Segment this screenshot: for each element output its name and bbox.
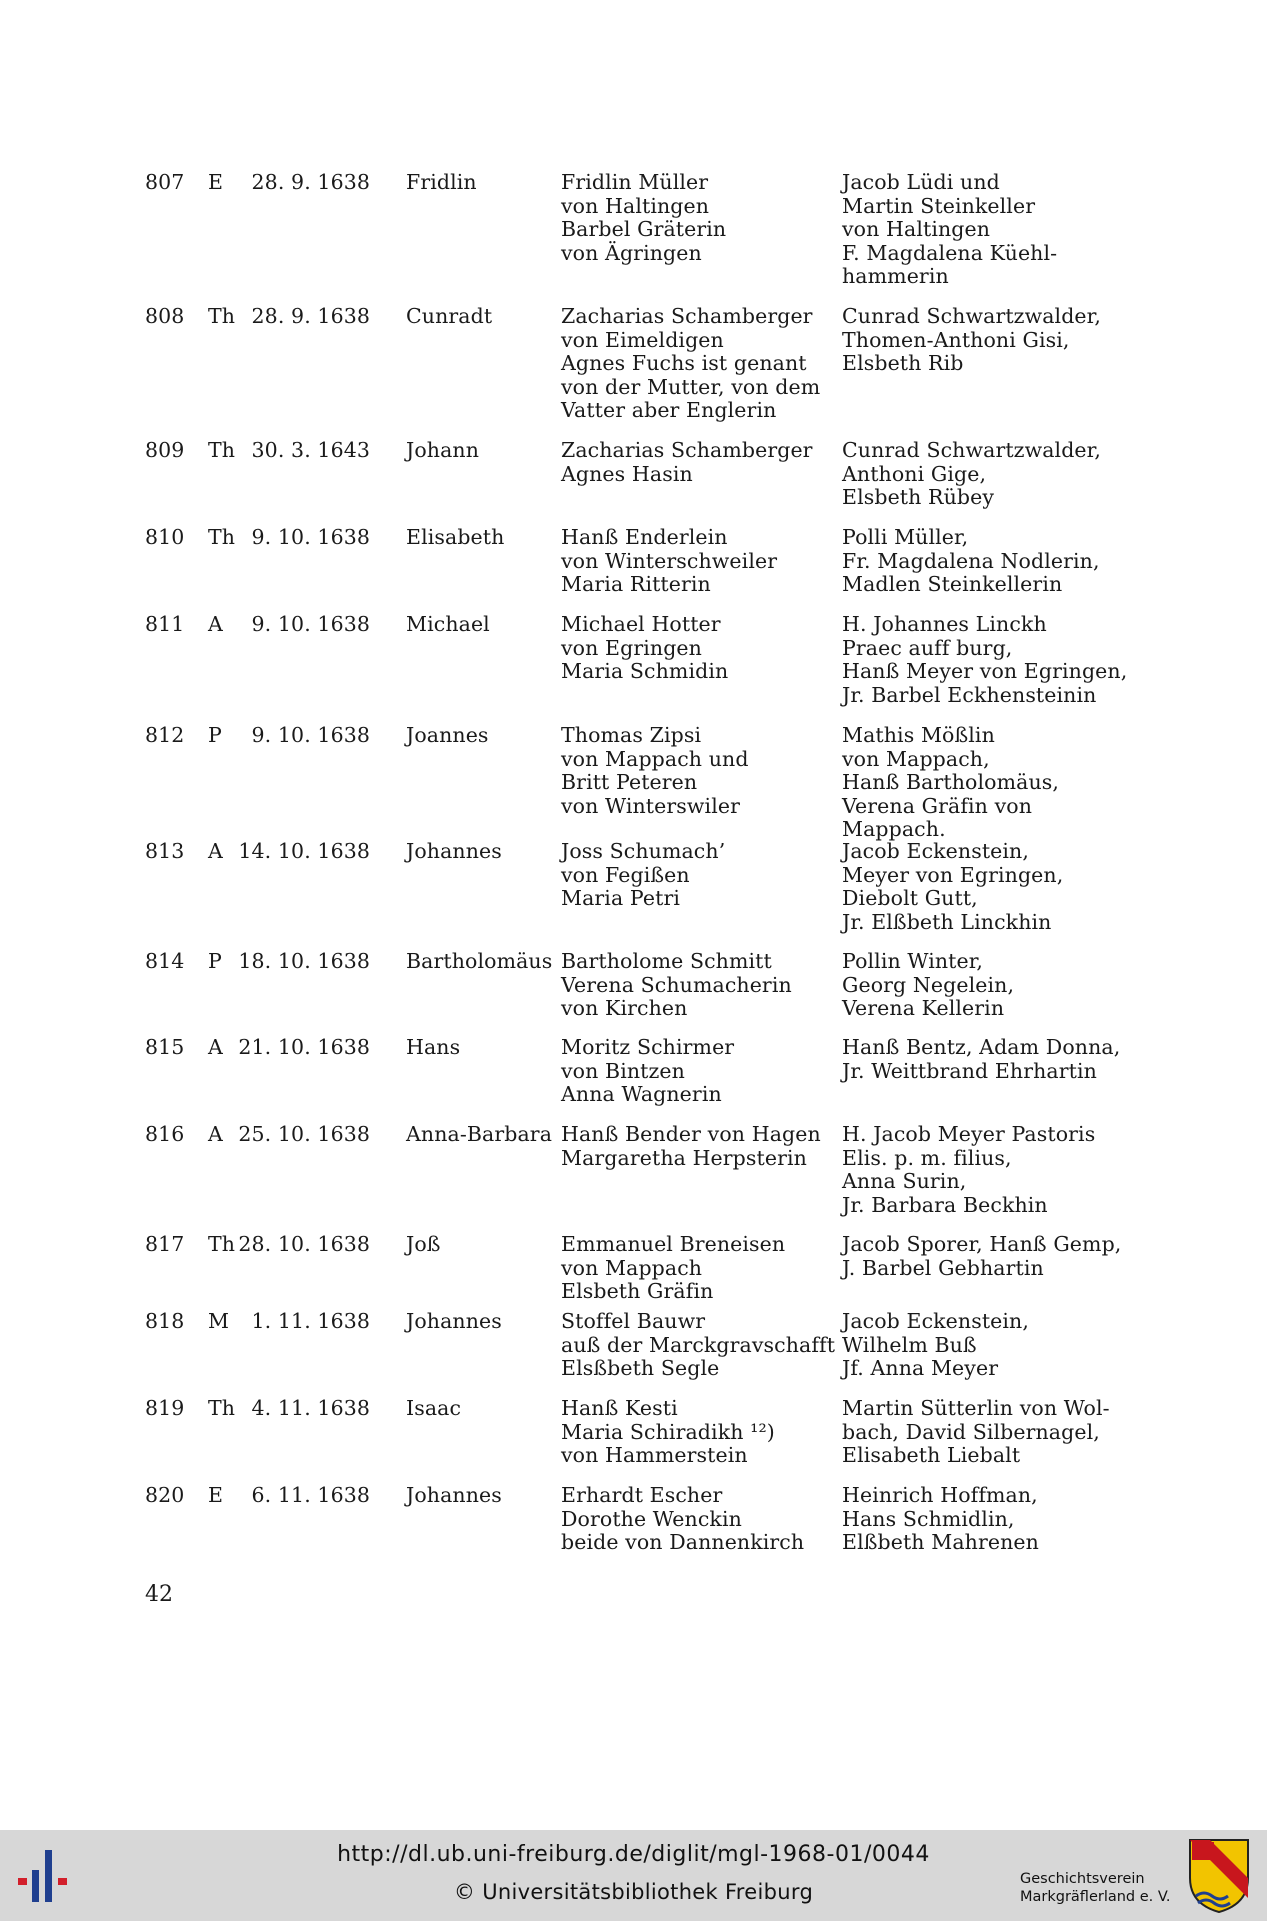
godparent-line: Hanß Bartholomäus, — [842, 770, 1059, 794]
parents-cell — [561, 724, 749, 818]
entry-code: A — [208, 1035, 223, 1059]
godparents-cell — [842, 1484, 1039, 1555]
godparent-line: Georg Negelein, — [842, 972, 1015, 997]
parent-line: von Ägringen — [561, 240, 702, 265]
entry-number: 808 — [145, 304, 185, 328]
godparent-line: Cunrad Schwartzwalder, — [842, 304, 1101, 328]
society-crest-icon — [1188, 1838, 1250, 1914]
child-name: Joß — [406, 1232, 441, 1256]
godparent-line: Polli Müller, — [842, 525, 969, 549]
parent-line: von Hammerstein — [561, 1443, 748, 1467]
parents-cell — [561, 1036, 734, 1107]
entry-number: 807 — [145, 170, 185, 194]
godparents-cell — [842, 613, 1127, 707]
parent-line: Thomas Zipsi — [561, 723, 702, 747]
godparent-line: Elsbeth Rib — [842, 351, 964, 375]
godparents-cell — [842, 526, 1100, 597]
godparent-line: Mathis Mößlin — [842, 723, 995, 747]
parents-cell — [561, 171, 726, 265]
child-name: Hans — [406, 1035, 461, 1059]
godparent-line: Mappach. — [842, 817, 946, 841]
parents-cell — [561, 1123, 821, 1170]
parent-line: Maria Petri — [561, 886, 681, 910]
parents-cell — [561, 1484, 804, 1555]
godparent-line: Fr. Magdalena Nodlerin, — [842, 548, 1100, 573]
child-name: Michael — [406, 612, 490, 636]
godparents-cell — [842, 840, 1063, 934]
parent-line: Fridlin Müller — [561, 170, 709, 194]
entry-code: E — [208, 1483, 224, 1507]
parent-line: von Winterschweiler — [561, 548, 778, 573]
entry-date: 28. 10. 1638 — [238, 1232, 370, 1256]
parents-cell — [561, 1310, 835, 1381]
parent-line: Agnes Fuchs ist genant — [561, 351, 807, 375]
society-name — [1020, 1870, 1190, 1906]
entry-number: 811 — [145, 612, 185, 636]
entry-date: 1. 11. 1638 — [251, 1309, 370, 1333]
godparent-line: von Mappach, — [842, 746, 990, 771]
godparent-line: Jr. Barbel Eckhensteinin — [842, 682, 1097, 707]
page-number: 42 — [145, 1582, 173, 1607]
entry-code: Th — [208, 438, 236, 462]
parents-cell — [561, 950, 792, 1021]
parent-line: auß der Marckgravschafft — [561, 1332, 836, 1357]
godparent-line: bach, David Silbernagel, — [842, 1419, 1100, 1444]
child-name: Johann — [406, 438, 479, 462]
parent-line: Agnes Hasin — [561, 461, 693, 486]
child-name: Cunradt — [406, 304, 493, 328]
entry-number: 818 — [145, 1309, 185, 1333]
entry-code: P — [208, 723, 222, 747]
entry-code: M — [208, 1309, 230, 1333]
godparent-line: Jr. Barbara Beckhin — [842, 1192, 1048, 1217]
parent-line: von Fegißen — [561, 862, 690, 887]
parent-line: beide von Dannenkirch — [561, 1530, 805, 1554]
godparent-line: H. Jacob Meyer Pastoris — [842, 1122, 1096, 1146]
entry-date: 6. 11. 1638 — [251, 1483, 370, 1507]
footer-copyright: © Universitätsbibliothek Freiburg — [453, 1880, 814, 1904]
entry-number: 813 — [145, 839, 185, 863]
godparents-cell — [842, 1123, 1095, 1217]
godparent-line: J. Barbel Gebhartin — [842, 1255, 1044, 1280]
entry-date: 21. 10. 1638 — [238, 1035, 370, 1059]
parent-line: von Bintzen — [561, 1058, 685, 1083]
parent-line: Zacharias Schamberger — [561, 304, 813, 328]
footer-url-link[interactable]: http://dl.ub.uni-freiburg.de/diglit/mgl-1968-01/0044 — [337, 1842, 930, 1867]
parent-line: Anna Wagnerin — [561, 1082, 722, 1106]
parent-line: Hanß Kesti — [561, 1396, 678, 1420]
entry-number: 819 — [145, 1396, 185, 1420]
parent-line: Moritz Schirmer — [561, 1035, 735, 1059]
godparent-line: Madlen Steinkellerin — [842, 572, 1063, 596]
parent-line: Joss Schumach’ — [561, 839, 726, 863]
godparent-line: Elisabeth Liebalt — [842, 1443, 1021, 1467]
godparents-cell — [842, 950, 1014, 1021]
entry-code: E — [208, 170, 224, 194]
godparents-cell — [842, 1397, 1110, 1468]
parent-line: von der Mutter, von dem — [561, 374, 821, 399]
entry-date: 30. 3. 1643 — [251, 438, 370, 462]
child-name: Isaac — [406, 1396, 462, 1420]
child-name: Fridlin — [406, 170, 477, 194]
godparent-line: Martin Sütterlin von Wol- — [842, 1396, 1110, 1420]
society-name-line2: Markgräflerland e. V. — [1020, 1889, 1171, 1905]
entry-code: Th — [208, 304, 236, 328]
entry-code: Th — [208, 1232, 236, 1256]
godparent-line: Jr. Elßbeth Linckhin — [842, 909, 1052, 934]
parents-cell — [561, 840, 725, 911]
child-name: Joannes — [406, 723, 489, 747]
godparent-line: Praec auff burg, — [842, 635, 1013, 660]
entry-code: A — [208, 612, 223, 636]
entry-date: 25. 10. 1638 — [238, 1122, 370, 1146]
godparent-line: Jr. Weittbrand Ehrhartin — [842, 1058, 1097, 1083]
parent-line: von Egringen — [561, 635, 702, 660]
entry-date: 28. 9. 1638 — [251, 304, 370, 328]
godparent-line: Elis. p. m. filius, — [842, 1145, 1012, 1170]
parent-line: von Kirchen — [561, 996, 688, 1020]
parent-line: Stoffel Bauwr — [561, 1309, 706, 1333]
godparent-line: Jf. Anna Meyer — [842, 1356, 999, 1380]
entry-number: 814 — [145, 949, 185, 973]
parent-line: Verena Schumacherin — [561, 972, 792, 997]
child-name: Bartholomäus — [406, 949, 553, 973]
parent-line: Michael Hotter — [561, 612, 721, 636]
godparents-cell — [842, 439, 1101, 510]
entry-code: P — [208, 949, 222, 973]
godparent-line: Jacob Eckenstein, — [842, 1309, 1029, 1333]
entry-date: 14. 10. 1638 — [238, 839, 370, 863]
godparent-line: Hanß Meyer von Egringen, — [842, 659, 1128, 683]
entry-code: A — [208, 839, 223, 863]
parent-line: Elsbeth Gräfin — [561, 1279, 714, 1303]
godparents-cell — [842, 724, 1059, 842]
godparent-line: Hans Schmidlin, — [842, 1506, 1015, 1531]
parent-line: Erhardt Escher — [561, 1483, 723, 1507]
parent-line: Dorothe Wenckin — [561, 1506, 742, 1531]
godparent-line: Meyer von Egringen, — [842, 862, 1064, 887]
entry-date: 28. 9. 1638 — [251, 170, 370, 194]
godparent-line: Pollin Winter, — [842, 949, 983, 973]
parent-line: Barbel Gräterin — [561, 217, 727, 241]
godparent-line: Jacob Lüdi und — [842, 170, 1000, 194]
godparent-line: Jacob Sporer, Hanß Gemp, — [842, 1232, 1122, 1256]
godparent-line: F. Magdalena Küehl- — [842, 240, 1058, 265]
parents-cell — [561, 1233, 785, 1304]
parents-cell — [561, 439, 813, 486]
parents-cell — [561, 526, 777, 597]
godparents-cell — [842, 1310, 1029, 1381]
entry-date: 4. 11. 1638 — [251, 1396, 370, 1420]
parent-line: von Mappach — [561, 1255, 703, 1280]
godparent-line: Heinrich Hoffman, — [842, 1483, 1038, 1507]
parent-line: von Winterswiler — [561, 793, 740, 818]
godparent-line: Wilhelm Buß — [842, 1332, 977, 1357]
godparent-line: hammerin — [842, 264, 949, 288]
entry-number: 820 — [145, 1483, 185, 1507]
entry-date: 9. 10. 1638 — [251, 612, 370, 636]
parent-line: Vatter aber Englerin — [561, 398, 777, 422]
parent-line: Zacharias Schamberger — [561, 438, 813, 462]
parent-line: Maria Schmidin — [561, 659, 729, 683]
parent-line: von Eimeldigen — [561, 327, 724, 352]
parent-line: Hanß Enderlein — [561, 525, 728, 549]
entry-date: 9. 10. 1638 — [251, 723, 370, 747]
parents-cell — [561, 305, 820, 423]
child-name: Johannes — [406, 1483, 502, 1507]
parent-line: Maria Schiradikh ¹²) — [561, 1419, 775, 1444]
entry-date: 9. 10. 1638 — [251, 525, 370, 549]
godparent-line: Elsbeth Rübey — [842, 485, 995, 509]
godparent-line: H. Johannes Linckh — [842, 612, 1047, 636]
child-name: Johannes — [406, 839, 502, 863]
godparent-line: Cunrad Schwartzwalder, — [842, 438, 1101, 462]
godparent-line: Anna Surin, — [842, 1169, 967, 1193]
entry-code: Th — [208, 1396, 236, 1420]
godparents-cell — [842, 1233, 1121, 1280]
parent-line: Emmanuel Breneisen — [561, 1232, 786, 1256]
parent-line: Britt Peteren — [561, 770, 698, 794]
entry-number: 816 — [145, 1122, 185, 1146]
entry-number: 810 — [145, 525, 185, 549]
footer-bar — [0, 1830, 1267, 1921]
entry-code: Th — [208, 525, 236, 549]
godparent-line: Verena Kellerin — [842, 996, 1005, 1020]
godparent-line: Hanß Bentz, Adam Donna, — [842, 1035, 1121, 1059]
entry-date: 18. 10. 1638 — [238, 949, 370, 973]
entry-number: 812 — [145, 723, 185, 747]
godparent-line: Verena Gräfin von — [842, 793, 1033, 818]
parent-line: von Haltingen — [561, 193, 710, 218]
entry-code: A — [208, 1122, 223, 1146]
parents-cell — [561, 1397, 775, 1468]
godparent-line: Anthoni Gige, — [842, 461, 987, 486]
parent-line: Hanß Bender von Hagen — [561, 1122, 821, 1146]
parent-line: von Mappach und — [561, 746, 749, 771]
godparent-line: von Haltingen — [842, 217, 991, 241]
parent-line: Maria Ritterin — [561, 572, 711, 596]
child-name: Johannes — [406, 1309, 502, 1333]
godparent-line: Jacob Eckenstein, — [842, 839, 1029, 863]
godparent-line: Diebolt Gutt, — [842, 886, 978, 910]
parent-line: Elsßbeth Segle — [561, 1356, 720, 1380]
entry-number: 817 — [145, 1232, 185, 1256]
godparents-cell — [842, 305, 1101, 376]
godparent-line: Elßbeth Mahrenen — [842, 1530, 1039, 1554]
child-name: Elisabeth — [406, 525, 505, 549]
child-name: Anna-Barbara — [406, 1122, 553, 1146]
society-name-line1: Geschichtsverein — [1020, 1871, 1145, 1887]
entry-number: 815 — [145, 1035, 185, 1059]
parent-line: Bartholome Schmitt — [561, 949, 772, 973]
entry-number: 809 — [145, 438, 185, 462]
godparents-cell — [842, 1036, 1120, 1083]
godparent-line: Thomen-Anthoni Gisi, — [842, 327, 1070, 352]
parents-cell — [561, 613, 728, 684]
godparent-line: Martin Steinkeller — [842, 193, 1036, 218]
parent-line: Margaretha Herpsterin — [561, 1145, 807, 1170]
godparents-cell — [842, 171, 1057, 289]
